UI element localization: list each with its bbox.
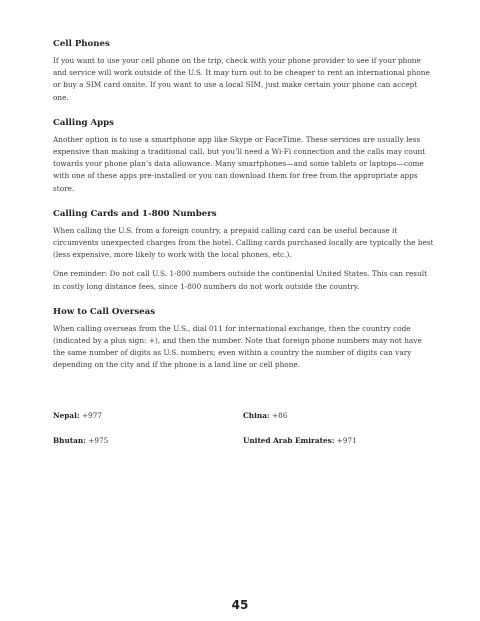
dial-code: +977 bbox=[81, 411, 102, 420]
section-how-to-call-overseas bbox=[53, 306, 435, 372]
section-heading: Calling Cards and 1-800 Numbers bbox=[53, 208, 217, 219]
country-code-item bbox=[243, 410, 433, 424]
country-name: Bhutan: bbox=[53, 436, 86, 445]
country-code-item bbox=[243, 435, 433, 449]
section-paragraph: If you want to use your cell phone on the trip, check with your phone provider to see if your phone and service will work outside of the U.S. It may turn out to be cheaper to rent an international phone or buy a SIM card onsite. If you want to use a local SIM, just make certain your phone can accept one. bbox=[53, 56, 430, 102]
section-calling-cards bbox=[53, 208, 435, 293]
dial-code: +86 bbox=[271, 411, 288, 420]
country-code-row bbox=[53, 435, 435, 449]
page-number: 45 bbox=[231, 598, 249, 612]
document-body bbox=[53, 38, 435, 385]
section-heading: How to Call Overseas bbox=[53, 306, 156, 317]
section-paragraph: Another option is to use a smartphone app like Skype or FaceTime. These services are usually less expensive than making a traditional call, but you’ll need a Wi-Fi connection and the calls may count towards your phone plan’s data allowance. Many smartphones—and some tablets or laptops—come with one of these apps pre-installed or you can download them for free from the appropriate apps store. bbox=[53, 134, 426, 193]
section-paragraph: When calling overseas from the U.S., dial 011 for international exchange, then the country code (indicated by a plus sign: +), and then the number. Note that foreign phone numbers may not have the same number of digits as U.S. numbers; even within a country the number of digits can vary depending on the city and if the phone is a land line or cell phone. bbox=[53, 323, 422, 370]
country-name: United Arab Emirates: bbox=[243, 436, 335, 445]
country-code-list bbox=[53, 410, 435, 460]
country-name: Nepal: bbox=[53, 411, 80, 420]
country-code-item bbox=[53, 435, 243, 449]
section-paragraph: When calling the U.S. from a foreign country, a prepaid calling card can be useful because it circumvents unexpected charges from the hotel. Calling cards purchased locally are typically the best (less expensive, more likely to work with the local phones, etc.). bbox=[53, 225, 434, 260]
section-heading: Calling Apps bbox=[53, 117, 114, 128]
section-cell-phones bbox=[53, 38, 435, 104]
section-heading: Cell Phones bbox=[53, 39, 110, 49]
country-code-row bbox=[53, 410, 435, 424]
country-name: China: bbox=[243, 411, 270, 420]
section-calling-apps bbox=[53, 117, 435, 195]
section-paragraph: One reminder: Do not call U.S. 1-800 numbers outside the continental United States. This can result in costly long distance fees, since 1-800 numbers do not work outside the country. bbox=[53, 269, 428, 291]
dial-code: +971 bbox=[336, 436, 357, 445]
country-code-item bbox=[53, 410, 243, 424]
dial-code: +975 bbox=[88, 436, 109, 445]
